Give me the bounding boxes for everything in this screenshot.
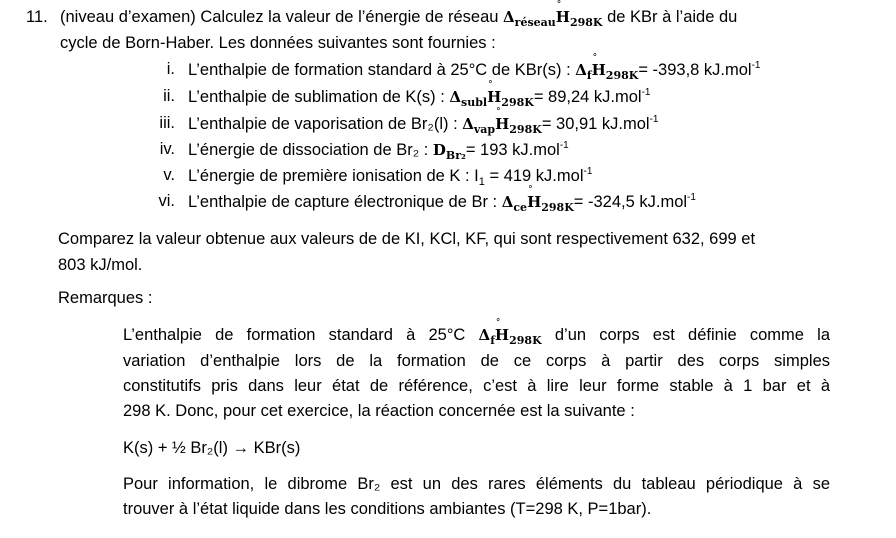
delta-symbol: Δ <box>503 8 515 26</box>
remark-p2-line-2: trouver à l’état liquide dans les conditions ambiantes (T=298 K, P=1bar). <box>123 500 652 518</box>
unit-exponent: -1 <box>583 166 593 177</box>
delta-subscript: f <box>490 334 495 347</box>
item-value: = -393,8 kJ.mol <box>638 61 752 79</box>
item-value: = -324,5 kJ.mol <box>573 193 688 211</box>
question-text-end: de KBr à l’aide du <box>602 8 738 26</box>
remark-p1-line-4: 298 K. Donc, pour cet exercice, la réaction concernée est la suivante : <box>123 402 635 420</box>
delta-subscript: ce <box>513 201 528 214</box>
unit-exponent: -1 <box>559 140 569 151</box>
delta-symbol: Δ <box>501 193 514 211</box>
item-number: iii. <box>159 114 175 132</box>
item-label: L’enthalpie de capture électronique de Br : <box>188 193 502 211</box>
item-value: = 419 kJ.mol <box>484 167 584 185</box>
enthalpy-symbol: H ° <box>487 80 502 106</box>
item-label: L’énergie de première ionisation de K : I <box>188 167 479 185</box>
unit-exponent: -1 <box>641 87 651 98</box>
unit-exponent: -1 <box>751 60 761 71</box>
item-text <box>188 140 569 162</box>
standard-degree-mark: ° <box>528 185 533 195</box>
delta-symbol: Δ <box>478 326 491 344</box>
enthalpy-subscript: 298K <box>605 69 639 82</box>
enthalpy-subscript: 298K <box>541 201 574 214</box>
delta-symbol: Δ <box>462 115 474 133</box>
delta-symbol: D <box>432 141 446 159</box>
delta-symbol: Δ <box>449 88 462 106</box>
delta-symbol: Δ <box>575 61 587 79</box>
question-line-1 <box>60 0 738 29</box>
enthalpy-symbol: H ° <box>591 53 606 79</box>
enthalpy-symbol: H ° <box>495 107 510 133</box>
item-number: vi. <box>158 192 175 210</box>
remark-p1-line-3: constitutifs pris dans leur état de référence, c’est à lire leur forme stable à 1 bar et à <box>123 377 830 395</box>
standard-degree-mark: ° <box>496 107 501 117</box>
item-text <box>188 80 651 109</box>
compare-line-2: 803 kJ/mol. <box>58 256 143 274</box>
remark-p1-line-1: L’enthalpie de formation standard à 25°C $\Delta_fH$ ° $_{298K}$ d’un corps est définie comme la <box>123 318 830 347</box>
item-number: v. <box>163 166 175 184</box>
delta-subscript: subl <box>461 96 488 109</box>
unit-exponent: -1 <box>687 192 696 203</box>
compare-line-1: Comparez la valeur obtenue aux valeurs de de KI, KCl, KF, qui sont respectivement 632, 699 et <box>58 230 756 248</box>
enthalpy-subscript: 298K <box>569 16 603 29</box>
delta-subscript: vap <box>473 123 496 136</box>
item-label: L’enthalpie de vaporisation de Br₂(l) : <box>188 115 463 133</box>
standard-degree-mark: ° <box>592 53 598 63</box>
enthalpy-symbol: H ° <box>555 0 570 26</box>
item-label: L’enthalpie de formation standard à 25°C de KBr(s) : <box>188 61 576 79</box>
item-text <box>188 185 696 214</box>
remark-p2-line-1: Pour information, le dibrome Br₂ est un des rares éléments du tableau périodique à se <box>123 475 830 493</box>
remark-p1-line-2: variation d’enthalpie lors de la formation de ce corps à partir des corps simples <box>123 352 830 370</box>
enthalpy-subscript: 298K <box>501 96 534 109</box>
delta-subscript: réseau <box>514 16 556 29</box>
enthalpy-symbol: H ° <box>494 318 510 344</box>
enthalpy-subscript: 298K <box>509 334 542 347</box>
item-number: iv. <box>159 140 175 158</box>
ionization-subscript: 1 <box>478 176 485 188</box>
question-line-2: cycle de Born-Haber. Les données suivantes sont fournies : <box>60 34 496 52</box>
item-text <box>188 107 659 136</box>
item-text <box>188 53 761 82</box>
standard-degree-mark: ° <box>488 80 493 90</box>
item-number: ii. <box>163 87 175 105</box>
standard-degree-mark: ° <box>495 318 501 328</box>
question-text-start: (niveau d’examen) Calculez la valeur de l’énergie de réseau <box>60 8 504 26</box>
item-label: L’énergie de dissociation de Br₂ : <box>188 141 433 159</box>
reaction-equation: K(s) + ½ Br₂(l) → KBr(s) <box>123 439 301 457</box>
delta-subscript: f <box>586 69 592 82</box>
question-number: 11. <box>26 8 48 26</box>
item-value: = 193 kJ.mol <box>465 141 560 159</box>
item-value: = 30,91 kJ.mol <box>541 115 650 133</box>
standard-degree-mark: ° <box>556 0 562 10</box>
unit-exponent: -1 <box>649 114 659 125</box>
remarks-title: Remarques : <box>58 289 153 307</box>
delta-subscript: Br₂ <box>445 149 466 162</box>
item-number: i. <box>166 60 175 78</box>
enthalpy-symbol: H ° <box>527 185 542 211</box>
item-label: L’enthalpie de sublimation de K(s) : <box>188 88 450 106</box>
item-value: = 89,24 kJ.mol <box>533 88 642 106</box>
enthalpy-subscript: 298K <box>509 123 542 136</box>
